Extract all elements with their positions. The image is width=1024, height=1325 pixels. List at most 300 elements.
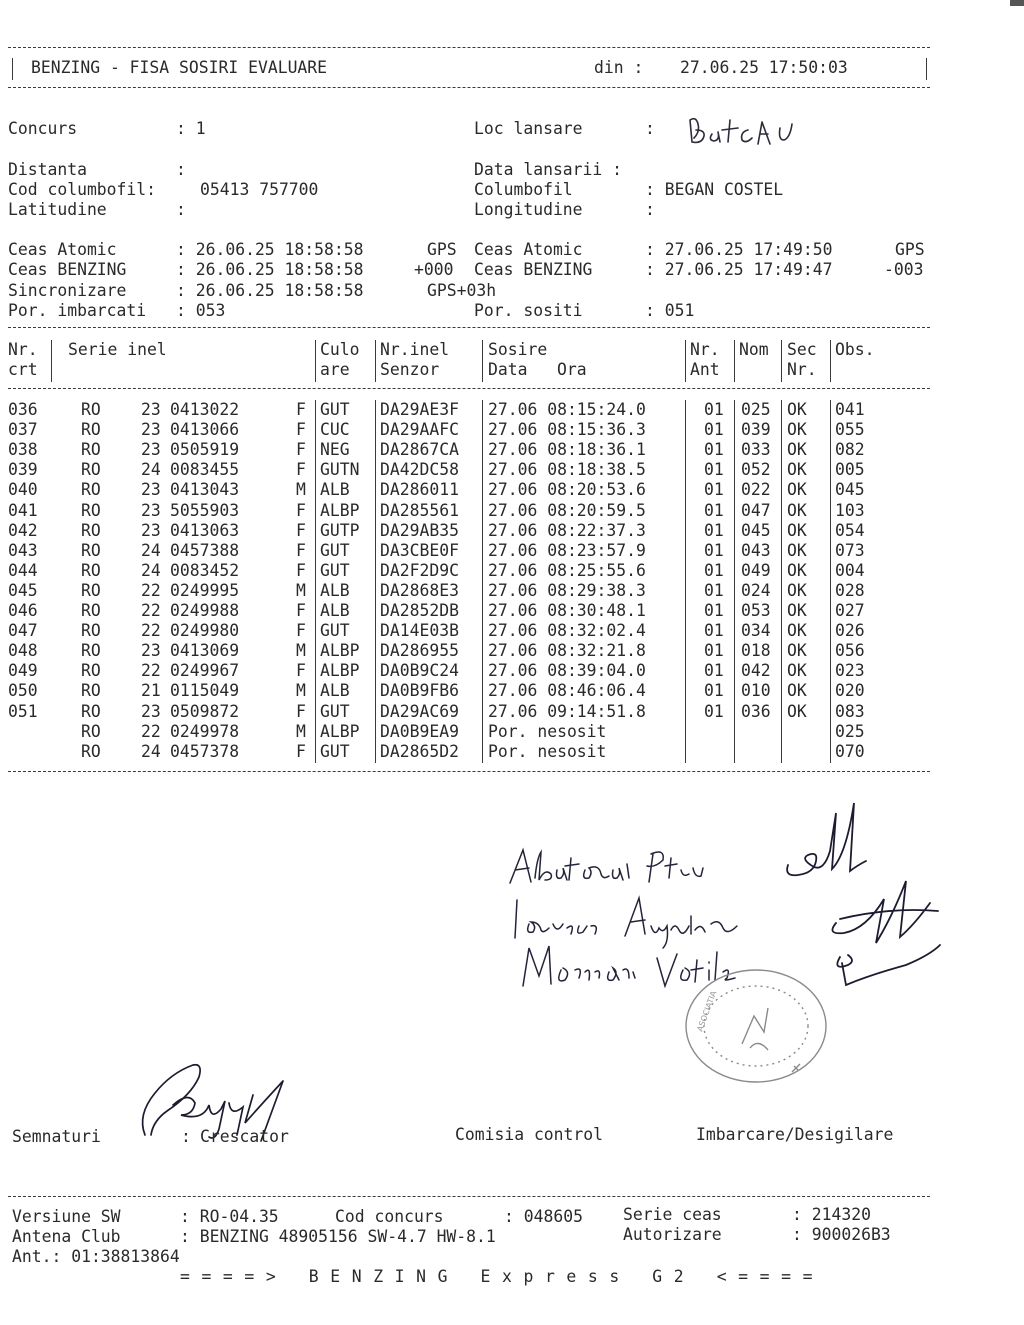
header-date-value: 27.06.25 17:50:03: [680, 58, 848, 77]
cell-ant: 01: [704, 440, 724, 460]
crescator-label: Crescator: [200, 1127, 289, 1146]
cod-concurs-value: : 048605: [504, 1207, 583, 1226]
table-top-rule: [8, 327, 930, 328]
cell-ant: 01: [704, 500, 724, 520]
distanta-label: Distanta: [8, 160, 87, 179]
cell-nom: 033: [741, 440, 771, 460]
th-sec-1: Sec: [787, 340, 817, 359]
cell-sex: F: [296, 661, 306, 681]
col-line-7: [781, 340, 782, 382]
cell-senzor: DA286011: [380, 480, 459, 500]
cell-sex: M: [296, 480, 306, 500]
cell-obs: 045: [835, 480, 865, 500]
cell-inel: 0413063: [170, 520, 240, 540]
cell-inel: 0083452: [170, 560, 240, 580]
cell-senzor: DA286955: [380, 641, 459, 661]
cell-inel: 0249978: [170, 721, 240, 741]
th-nr-inel-2: Senzor: [380, 360, 440, 379]
cod-columbofil-value: 05413 757700: [200, 180, 319, 199]
col-line-3-body: [375, 400, 376, 763]
clock-left-value-3: : 053: [176, 301, 226, 320]
cell-sec: OK: [787, 460, 807, 480]
clock-right-extra-0: GPS: [895, 240, 925, 259]
cell-obs: 023: [835, 661, 865, 681]
clock-left-label-3: Por. imbarcati: [8, 301, 147, 320]
clock-left-extra-2: GPS+03h: [427, 281, 497, 300]
cell-senzor: DA29AC69: [380, 701, 459, 721]
cell-nr: 037: [8, 420, 38, 440]
cell-culoare: ALBP: [320, 641, 360, 661]
cell-nom: 018: [741, 641, 771, 661]
concurs-label: Concurs: [8, 119, 78, 138]
cell-sec: OK: [787, 681, 807, 701]
cell-obs: 054: [835, 520, 865, 540]
cell-an: 24: [141, 741, 161, 761]
cell-culoare: NEG: [320, 440, 350, 460]
cell-sex: F: [296, 540, 306, 560]
clock-right-label-0: Ceas Atomic: [474, 240, 583, 259]
loc-lansare-handwriting: [682, 110, 802, 150]
cell-sex: F: [296, 741, 306, 761]
cell-senzor: DA29AAFC: [380, 420, 459, 440]
cell-ant: 01: [704, 520, 724, 540]
cell-inel: 0457388: [170, 540, 240, 560]
cell-culoare: ALBP: [320, 721, 360, 741]
autorizare-label: Autorizare: [623, 1225, 722, 1244]
cell-sec: OK: [787, 440, 807, 460]
cell-nom: 042: [741, 661, 771, 681]
cell-nr: 045: [8, 580, 38, 600]
clock-left-label-1: Ceas BENZING: [8, 260, 127, 279]
col-line-5: [685, 340, 686, 382]
cell-tara: RO: [81, 601, 101, 620]
longitudine-label: Longitudine: [474, 200, 583, 219]
th-sosire: Sosire: [488, 340, 548, 359]
cell-obs: 005: [835, 460, 865, 480]
col-line-4: [482, 340, 483, 382]
cell-sex: F: [296, 621, 306, 641]
cell-obs: 103: [835, 500, 865, 520]
th-nr-inel-1: Nr.inel: [380, 340, 450, 359]
th-serie-inel: Serie inel: [68, 340, 167, 359]
clock-right-value-1: : 27.06.25 17:49:47: [645, 260, 833, 279]
clock-left-extra-1: +000: [414, 260, 454, 279]
loc-lansare-label: Loc lansare: [474, 119, 583, 138]
cell-senzor: DA2865D2: [380, 741, 459, 761]
clock-left-extra-0: GPS: [427, 240, 457, 259]
cell-obs: 004: [835, 560, 865, 580]
cell-ant: 01: [704, 681, 724, 701]
cell-senzor: DA3CBE0F: [380, 540, 459, 560]
cell-senzor: DA2F2D9C: [380, 560, 459, 580]
cell-tara: RO: [81, 400, 101, 419]
cell-sec: OK: [787, 520, 807, 540]
cell-an: 22: [141, 580, 161, 600]
cell-sec: OK: [787, 701, 807, 721]
cell-tara: RO: [81, 721, 101, 741]
cell-an: 23: [141, 500, 161, 520]
cell-an: 22: [141, 601, 161, 620]
cell-tara: RO: [81, 440, 101, 460]
cell-sosire: 27.06 08:46:06.4: [488, 681, 646, 701]
cell-sosire: 27.06 08:20:53.6: [488, 480, 646, 500]
cell-tara: RO: [81, 621, 101, 641]
cell-inel: 5055903: [170, 500, 240, 520]
commission-signatures: [780, 795, 950, 995]
col-line-3: [375, 340, 376, 382]
cell-nom: 025: [741, 400, 771, 419]
clock-left-label-0: Ceas Atomic: [8, 240, 117, 259]
cell-ant: 01: [704, 400, 724, 419]
cell-an: 21: [141, 681, 161, 701]
cell-nom: 010: [741, 681, 771, 701]
cell-culoare: GUT: [320, 400, 350, 419]
col-line-2: [315, 340, 316, 382]
cell-obs: 027: [835, 601, 865, 620]
cell-an: 23: [141, 420, 161, 440]
cell-an: 24: [141, 560, 161, 580]
cell-inel: 0413022: [170, 400, 240, 419]
cell-nr: 048: [8, 641, 38, 661]
th-nr-crt-2: crt: [8, 360, 38, 379]
cell-ant: 01: [704, 641, 724, 661]
columbofil-label: Columbofil: [474, 180, 573, 199]
cell-sosire: Por. nesosit: [488, 721, 607, 741]
cell-culoare: GUT: [320, 540, 350, 560]
cell-sosire: 27.06 08:29:38.3: [488, 580, 646, 600]
cell-ant: 01: [704, 420, 724, 440]
th-culoare-1: Culo: [320, 340, 360, 359]
table-header-rule: [8, 388, 930, 389]
cell-senzor: DA0B9C24: [380, 661, 459, 681]
cell-inel: 0413069: [170, 641, 240, 661]
cell-nom: 039: [741, 420, 771, 440]
cell-culoare: ALB: [320, 601, 350, 620]
ant-line: Ant.: 01:38813864: [12, 1247, 180, 1266]
versiune-label: Versiune SW: [12, 1207, 121, 1226]
col-line-6: [734, 340, 735, 382]
cell-obs: 083: [835, 701, 865, 721]
comisia-control-label: Comisia control: [455, 1125, 604, 1144]
cell-culoare: GUT: [320, 741, 350, 761]
page-title: BENZING - FISA SOSIRI EVALUARE: [31, 58, 328, 77]
cell-an: 23: [141, 520, 161, 540]
cell-senzor: DA0B9EA9: [380, 721, 459, 741]
cell-culoare: GUTN: [320, 460, 360, 480]
cell-sec: OK: [787, 540, 807, 560]
cell-ant: 01: [704, 540, 724, 560]
cell-sec: OK: [787, 480, 807, 500]
cell-culoare: ALB: [320, 480, 350, 500]
cell-obs: 026: [835, 621, 865, 641]
concurs-value: : 1: [176, 119, 206, 138]
cell-tara: RO: [81, 480, 101, 500]
cell-tara: RO: [81, 560, 101, 580]
cell-culoare: GUT: [320, 621, 350, 641]
longitudine-value: :: [645, 200, 655, 219]
cell-nr: 039: [8, 460, 38, 480]
cell-inel: 0249967: [170, 661, 240, 681]
cell-nr: 036: [8, 400, 38, 419]
cell-nr: 041: [8, 500, 38, 520]
cell-inel: 0509872: [170, 701, 240, 721]
clock-right-extra-1: -003: [884, 260, 924, 279]
cell-sex: F: [296, 701, 306, 721]
cell-nr: 051: [8, 701, 38, 721]
cell-tara: RO: [81, 741, 101, 761]
cell-an: 23: [141, 480, 161, 500]
clock-right-label-2: Por. sositi: [474, 301, 583, 320]
latitudine-value: :: [176, 200, 186, 219]
cell-an: 24: [141, 460, 161, 480]
imbarcare-label: Imbarcare/Desigilare: [696, 1125, 894, 1144]
cell-senzor: DA29AE3F: [380, 400, 459, 419]
cell-sec: OK: [787, 580, 807, 600]
distanta-value: :: [176, 160, 186, 179]
cell-sosire: 27.06 08:25:55.6: [488, 560, 646, 580]
cell-senzor: DA2867CA: [380, 440, 459, 460]
cell-an: 22: [141, 661, 161, 681]
header-left-border: [12, 58, 13, 80]
clock-right-label-1: Ceas BENZING: [474, 260, 593, 279]
cell-tara: RO: [81, 460, 101, 480]
cell-sec: OK: [787, 621, 807, 641]
cell-sec: OK: [787, 641, 807, 661]
footer-rule: [8, 1196, 930, 1197]
cell-sec: OK: [787, 601, 807, 620]
clock-left-label-2: Sincronizare: [8, 281, 127, 300]
cell-inel: 0249980: [170, 621, 240, 641]
cell-sec: OK: [787, 500, 807, 520]
cell-sex: F: [296, 520, 306, 540]
cell-sec: OK: [787, 400, 807, 419]
cell-inel: 0249995: [170, 580, 240, 600]
semnaturi-label: Semnaturi: [12, 1127, 101, 1146]
cell-senzor: DA29AB35: [380, 520, 459, 540]
cell-inel: 0115049: [170, 681, 240, 701]
cell-nom: 022: [741, 480, 771, 500]
commission-stamp: [684, 968, 834, 1088]
cell-ant: 01: [704, 621, 724, 641]
cell-sosire: 27.06 09:14:51.8: [488, 701, 646, 721]
cell-inel: 0083455: [170, 460, 240, 480]
cell-sosire: 27.06 08:39:04.0: [488, 661, 646, 681]
cell-sosire: 27.06 08:20:59.5: [488, 500, 646, 520]
cell-inel: 0413066: [170, 420, 240, 440]
cell-tara: RO: [81, 701, 101, 721]
cell-nom: 034: [741, 621, 771, 641]
cell-culoare: GUT: [320, 701, 350, 721]
columbofil-value: : BEGAN COSTEL: [645, 180, 784, 199]
cell-nom: 045: [741, 520, 771, 540]
cell-nom: 053: [741, 601, 771, 620]
cell-nr: 049: [8, 661, 38, 681]
cell-inel: 0249988: [170, 601, 240, 620]
cell-obs: 028: [835, 580, 865, 600]
col-line-8: [830, 340, 831, 382]
antena-value: : BENZING 48905156 SW-4.7 HW-8.1: [180, 1227, 496, 1246]
cell-tara: RO: [81, 540, 101, 560]
cell-nom: 049: [741, 560, 771, 580]
cell-sosire: 27.06 08:18:38.5: [488, 460, 646, 480]
serie-ceas-value: : 214320: [792, 1205, 871, 1224]
cell-sex: F: [296, 500, 306, 520]
cell-nom: 036: [741, 701, 771, 721]
cell-senzor: DA0B9FB6: [380, 681, 459, 701]
commission-names-handwriting: [505, 838, 805, 988]
cell-nom: 024: [741, 580, 771, 600]
cell-culoare: CUC: [320, 420, 350, 440]
th-nr-ant-1: Nr.: [690, 340, 720, 359]
cell-obs: 020: [835, 681, 865, 701]
semnaturi-sep: :: [181, 1127, 191, 1146]
cell-sosire: 27.06 08:15:24.0: [488, 400, 646, 419]
th-culoare-2: are: [320, 360, 350, 379]
cell-culoare: GUT: [320, 560, 350, 580]
benzing-express-banner: ====> BENZING Express G2 <====: [180, 1267, 825, 1286]
cell-inel: 0413043: [170, 480, 240, 500]
cell-sex: F: [296, 460, 306, 480]
cell-sosire: 27.06 08:22:37.3: [488, 520, 646, 540]
cell-sex: M: [296, 721, 306, 741]
th-sosire-data: Data: [488, 360, 528, 379]
th-nr-ant-2: Ant: [690, 360, 720, 379]
cell-culoare: ALB: [320, 681, 350, 701]
cell-an: 23: [141, 641, 161, 661]
latitudine-label: Latitudine: [8, 200, 107, 219]
clock-right-value-2: : 051: [645, 301, 695, 320]
cell-sec: OK: [787, 661, 807, 681]
cell-nr: 038: [8, 440, 38, 460]
cell-ant: 01: [704, 480, 724, 500]
cell-ant: 01: [704, 601, 724, 620]
cell-obs: 055: [835, 420, 865, 440]
cell-tara: RO: [81, 641, 101, 661]
cell-tara: RO: [81, 500, 101, 520]
cell-sec: OK: [787, 560, 807, 580]
cell-sosire: 27.06 08:23:57.9: [488, 540, 646, 560]
col-line-2-body: [315, 400, 316, 763]
cell-sex: F: [296, 601, 306, 620]
data-lansarii-label: Data lansarii :: [474, 160, 623, 179]
cod-concurs-label: Cod concurs: [335, 1207, 444, 1226]
cell-ant: 01: [704, 460, 724, 480]
cell-senzor: DA2868E3: [380, 580, 459, 600]
cell-tara: RO: [81, 520, 101, 540]
antena-label: Antena Club: [12, 1227, 121, 1246]
cell-an: 22: [141, 621, 161, 641]
header-top-rule: [8, 47, 930, 48]
cell-obs: 041: [835, 400, 865, 419]
cell-inel: 0457378: [170, 741, 240, 761]
col-line-8-body: [830, 400, 831, 763]
cell-obs: 082: [835, 440, 865, 460]
cell-nom: 043: [741, 540, 771, 560]
svg-text:ASOCIATIA: ASOCIATIA: [695, 989, 719, 1033]
header-right-border: [926, 58, 927, 80]
col-line-4-body: [482, 400, 483, 763]
cell-nr: 050: [8, 681, 38, 701]
cell-obs: 073: [835, 540, 865, 560]
cell-culoare: ALBP: [320, 500, 360, 520]
col-line-5-body: [685, 400, 686, 763]
cell-sec: OK: [787, 420, 807, 440]
col-line-7-body: [781, 400, 782, 763]
cell-an: 24: [141, 540, 161, 560]
th-nr-crt-1: Nr.: [8, 340, 38, 359]
cell-nr: 040: [8, 480, 38, 500]
cell-sosire: 27.06 08:32:02.4: [488, 621, 646, 641]
serie-ceas-label: Serie ceas: [623, 1205, 722, 1224]
cell-obs: 056: [835, 641, 865, 661]
cell-tara: RO: [81, 420, 101, 440]
cell-senzor: DA42DC58: [380, 460, 459, 480]
cell-sex: M: [296, 580, 306, 600]
cell-sex: F: [296, 400, 306, 419]
cell-obs: 025: [835, 721, 865, 741]
th-sec-2: Nr.: [787, 360, 817, 379]
cell-nr: 043: [8, 540, 38, 560]
cell-ant: 01: [704, 580, 724, 600]
clock-right-value-0: : 27.06.25 17:49:50: [645, 240, 833, 259]
cell-ant: 01: [704, 560, 724, 580]
cell-inel: 0505919: [170, 440, 240, 460]
cell-an: 23: [141, 701, 161, 721]
cell-nr: 047: [8, 621, 38, 641]
clock-left-value-1: : 26.06.25 18:58:58: [176, 260, 364, 279]
cell-nom: 047: [741, 500, 771, 520]
header-bottom-rule: [8, 87, 930, 88]
scan-edge: [1010, 0, 1024, 6]
cell-sosire: 27.06 08:30:48.1: [488, 601, 646, 620]
th-nom: Nom: [739, 340, 769, 359]
cell-ant: 01: [704, 661, 724, 681]
cell-culoare: ALBP: [320, 661, 360, 681]
cell-an: 23: [141, 400, 161, 419]
cell-nr: 044: [8, 560, 38, 580]
cell-sex: F: [296, 560, 306, 580]
cell-sosire: 27.06 08:18:36.1: [488, 440, 646, 460]
cell-culoare: GUTP: [320, 520, 360, 540]
cell-sosire: Por. nesosit: [488, 741, 607, 761]
cell-nom: 052: [741, 460, 771, 480]
cell-nr: 046: [8, 601, 38, 620]
loc-lansare-sep: :: [645, 119, 655, 138]
cell-sex: M: [296, 641, 306, 661]
cell-an: 22: [141, 721, 161, 741]
cell-tara: RO: [81, 661, 101, 681]
versiune-value: : RO-04.35: [180, 1207, 279, 1226]
cell-obs: 070: [835, 741, 865, 761]
header-date-label: din :: [594, 58, 644, 77]
cell-senzor: DA2852DB: [380, 601, 459, 620]
cell-senzor: DA14E03B: [380, 621, 459, 641]
cell-an: 23: [141, 440, 161, 460]
autorizare-value: : 900026B3: [792, 1225, 891, 1244]
clock-left-value-0: : 26.06.25 18:58:58: [176, 240, 364, 259]
col-line-6-body: [734, 400, 735, 763]
clock-left-value-2: : 26.06.25 18:58:58: [176, 281, 364, 300]
cod-columbofil-label: Cod columbofil:: [8, 180, 157, 199]
cell-sex: M: [296, 681, 306, 701]
cell-sex: F: [296, 440, 306, 460]
cell-sosire: 27.06 08:32:21.8: [488, 641, 646, 661]
cell-tara: RO: [81, 580, 101, 600]
cell-sosire: 27.06 08:15:36.3: [488, 420, 646, 440]
cell-culoare: ALB: [320, 580, 350, 600]
table-bottom-rule: [8, 771, 930, 772]
cell-tara: RO: [81, 681, 101, 701]
